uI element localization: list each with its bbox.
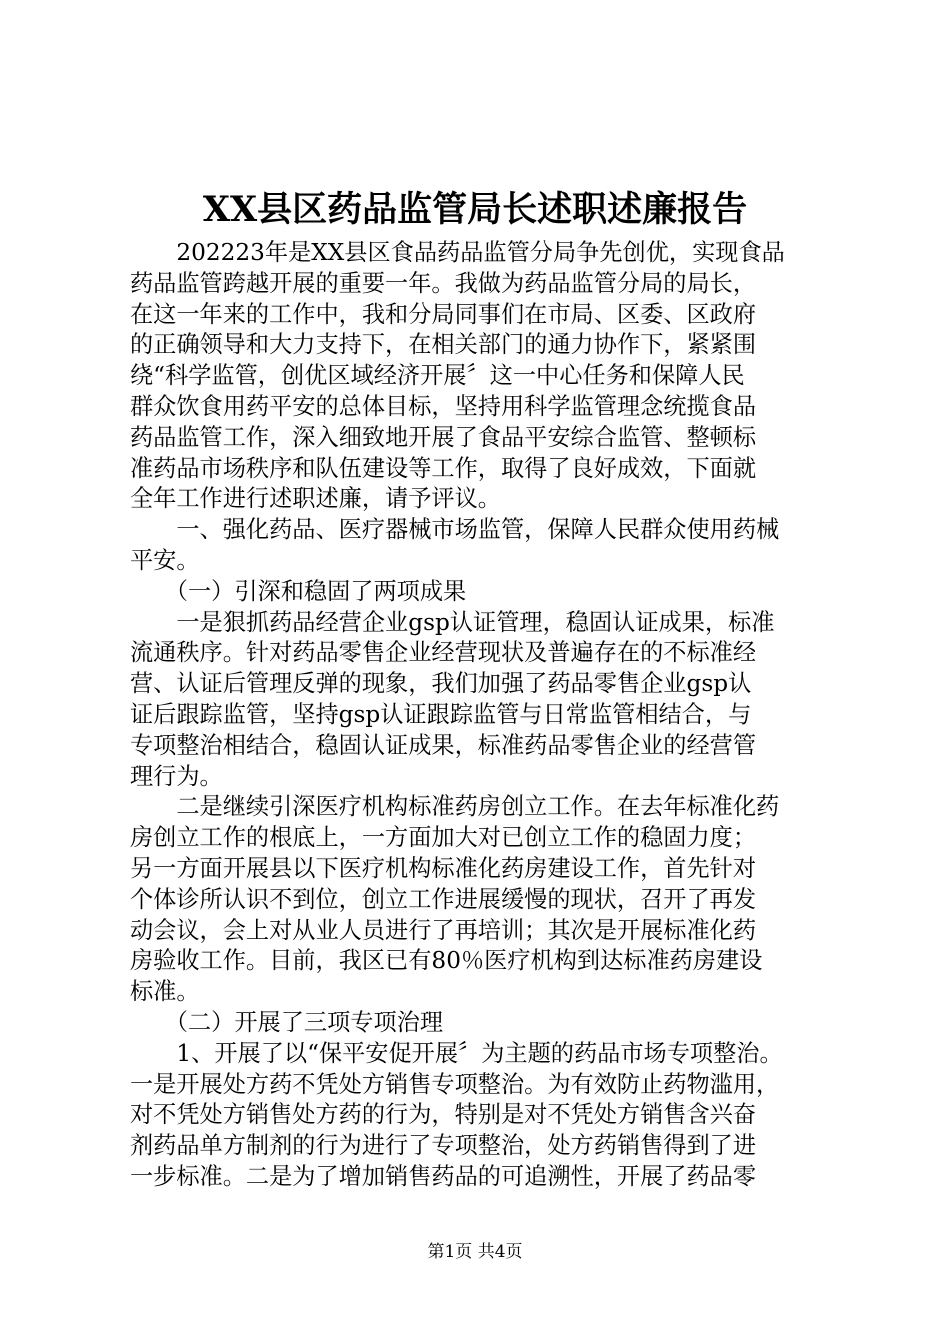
body-line: 在这一年来的工作中，我和分局同事们在市局、区委、区政府: [130, 300, 757, 328]
body-line: 准药品市场秩序和队伍建设等工作，取得了良好成效，下面就: [130, 454, 757, 482]
body-line: 1、开展了以“保平安促开展〞为主题的药品市场专项整治。: [130, 1039, 783, 1067]
body-line: 剂药品单方制剂的行为进行了专项整治，处方药销售得到了进: [130, 1132, 757, 1160]
section-heading-line: 平安。: [130, 546, 200, 574]
body-line: 另一方面开展县以下医疗机构标准化药房建设工作，首先针对: [130, 854, 757, 882]
body-line: 全年工作进行述职述廉，请予评议。: [130, 485, 501, 513]
body-line: 营、认证后管理反弹的现象，我们加强了药品零售企业gsp认: [130, 670, 752, 698]
body-line: 对不凭处方销售处方药的行为，特别是对不凭处方销售含兴奋: [130, 1101, 757, 1129]
body-line: 药品监管跨越开展的重要一年。我做为药品监管分局的局长，: [130, 269, 757, 297]
body-line: 流通秩序。针对药品零售企业经营现状及普遍存在的不标准经: [130, 639, 757, 667]
body-line: 二是继续引深医疗机构标准药房创立工作。在去年标准化药: [130, 793, 780, 821]
body-line: 一步标准。二是为了增加销售药品的可追溯性，开展了药品零: [130, 1162, 757, 1190]
body-line: 个体诊所认识不到位，创立工作进展缓慢的现状，召开了再发: [130, 885, 757, 913]
body-line: 房创立工作的根底上，一方面加大对已创立工作的稳固力度；: [130, 824, 757, 852]
subsection-heading: （一）引深和稳固了两项成果: [130, 577, 467, 605]
document-title: XX县区药品监管局长述职述廉报告: [202, 189, 748, 230]
body-line: 绕“科学监管，创优区域经济开展〞这一中心任务和保障人民: [130, 362, 745, 390]
body-line: 群众饮食用药平安的总体目标，坚持用科学监管理念统揽食品: [130, 392, 757, 420]
body-line: 房验收工作。目前，我区已有80％医疗机构到达标准药房建设: [130, 947, 763, 975]
document-body: [130, 238, 850, 1193]
body-line: 专项整治相结合，稳固认证成果，标准药品零售企业的经营管: [130, 731, 757, 759]
body-line: 标准。: [130, 978, 200, 1006]
body-line: 药品监管工作，深入细致地开展了食品平安综合监管、整顿标: [130, 423, 757, 451]
body-line: 证后跟踪监管，坚持gsp认证跟踪监管与日常监管相结合，与: [130, 700, 752, 728]
body-line: 动会议，会上对从业人员进行了再培训；其次是开展标准化药: [130, 916, 757, 944]
body-line: 的正确领导和大力支持下，在相关部门的通力协作下，紧紧围: [130, 331, 757, 359]
body-line: 理行为。: [130, 762, 223, 790]
body-line: 202223年是XX县区食品药品监管分局争先创优，实现食品: [130, 239, 785, 266]
body-line: 一是开展处方药不凭处方销售专项整治。为有效防止药物滥用，: [130, 1070, 780, 1098]
page-number-footer: 第1页 共4页: [427, 1242, 523, 1262]
subsection-heading: （二）开展了三项专项治理: [130, 1008, 444, 1036]
section-heading-line: 一、强化药品、医疗器械市场监管，保障人民群众使用药械: [130, 516, 780, 544]
body-line: 一是狠抓药品经营企业gsp认证管理，稳固认证成果，标准: [130, 608, 775, 636]
